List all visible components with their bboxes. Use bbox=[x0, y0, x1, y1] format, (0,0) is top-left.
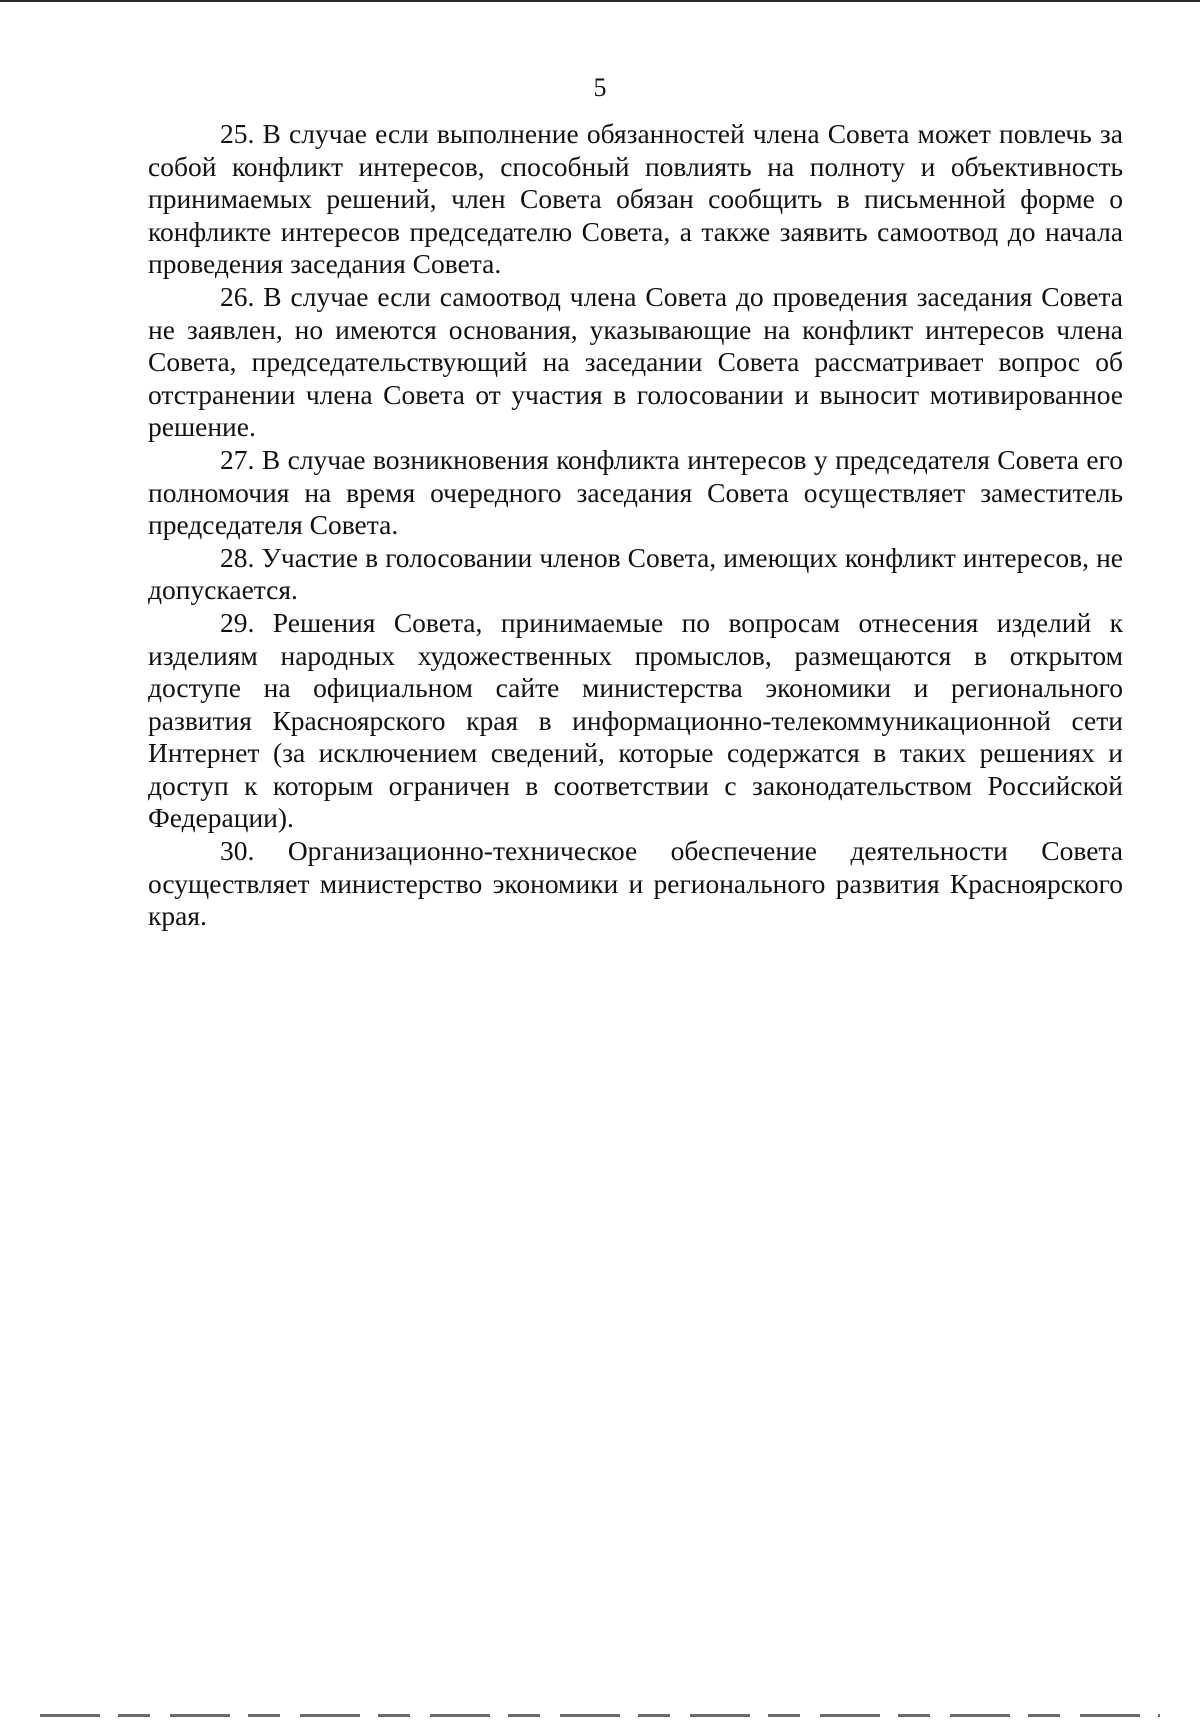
paragraph-27: 27. В случае возникновения конфликта интересов у председателя Совета его полномочия на время очередного заседания Совета осуществляет заместитель председателя Совета. bbox=[148, 443, 1123, 541]
paragraph-28: 28. Участие в голосовании членов Совета, имеющих конфликт интересов, не допускается. bbox=[148, 541, 1123, 606]
paragraph-29: 29. Решения Совета, принимаемые по вопросам отнесения изделий к изделиям народных художественных промыслов, размещаются в открытом доступе на официальном сайте министерства экономики и регионального развития Красноярского края в информационно-телекоммуникационной сети Интернет (за исключением сведений, которые содержатся в таких решениях и доступ к которым ограничен в соответствии с законодательством Российской Федерации). bbox=[148, 606, 1123, 834]
scan-edge-top bbox=[0, 0, 1200, 2]
page-number: 5 bbox=[593, 73, 607, 102]
paragraph-30: 30. Организационно-техническое обеспечение деятельности Совета осуществляет министерство экономики и регионального развития Красноярского края. bbox=[148, 835, 1123, 932]
paragraph-26: 26. В случае если самоотвод члена Совета до проведения заседания Совета не заявлен, но имеются основания, указывающие на конфликт интересов члена Совета, председательствующий на заседании Совета рассматривает вопрос об отстранении члена Совета от участия в голосовании и выносит мотивированное решение. bbox=[148, 280, 1123, 443]
paragraph-25: 25. В случае если выполнение обязанностей члена Совета может повлечь за собой конфликт интересов, способный повлиять на полноту и объективность принимаемых решений, член Совета обязан сообщить в письменной форме о конфликте интересов председателю Совета, а также заявить самоотвод до начала проведения заседания Совета. bbox=[148, 118, 1123, 280]
scan-edge-bottom bbox=[40, 1714, 1160, 1717]
document-body bbox=[148, 118, 1123, 933]
